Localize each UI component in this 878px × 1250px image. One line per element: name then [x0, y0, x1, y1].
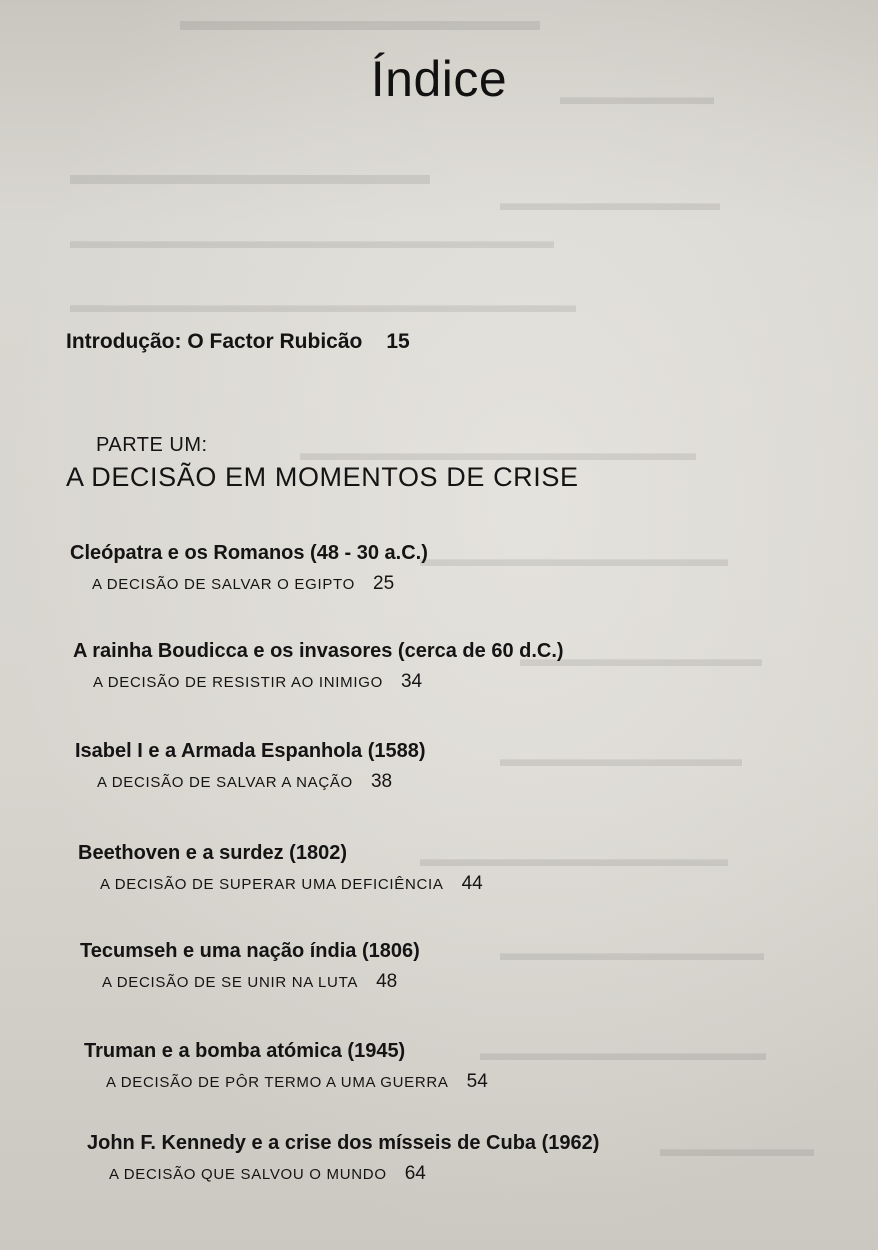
chapter-subtitle-line: [106, 1071, 488, 1093]
chapter-title: Cleópatra e os Romanos (48 - 30 a.C.): [70, 542, 428, 564]
chapter-subtitle-line: [97, 771, 426, 793]
page-number: 44: [461, 873, 483, 894]
page-number: 38: [370, 771, 393, 792]
chapter-subtitle: A DECISÃO DE PÔR TERMO A UMA GUERRA: [106, 1074, 449, 1091]
toc-entry[interactable]: [78, 842, 483, 895]
chapter-subtitle: A DECISÃO DE SUPERAR UMA DEFICIÊNCIA: [100, 876, 444, 893]
chapter-title: John F. Kennedy e a crise dos mísseis de Cuba (1962): [87, 1132, 600, 1154]
bleed-through-texture: ▬▬▬▬▬▬▬▬▬▬▬▬ ▬▬▬▬▬▬▬ ▬▬▬▬▬▬▬▬▬▬▬▬ ▬▬▬▬▬▬▬▬▬▬ ▬▬▬▬▬▬▬▬▬▬▬▬▬▬▬▬▬▬▬▬▬▬ ▬▬▬▬▬▬▬▬▬▬▬▬▬▬▬▬▬▬▬▬▬▬▬ ▬▬▬▬▬▬▬▬▬▬▬▬▬▬▬▬▬▬ ▬▬▬▬▬▬▬▬▬▬▬▬▬▬ ▬▬▬▬▬▬▬▬▬▬▬ ▬▬▬▬▬▬▬▬▬▬▬ ▬▬▬▬▬▬▬▬▬▬▬▬▬▬ ▬▬▬▬▬▬▬▬▬▬▬▬ ▬▬▬▬▬▬▬▬▬▬▬▬▬ ▬▬▬▬▬▬▬: [70, 4, 814, 1161]
chapter-subtitle-line: [102, 971, 420, 993]
toc-entry[interactable]: [75, 740, 426, 793]
chapter-subtitle-line: [100, 873, 483, 895]
chapter-title: Tecumseh e uma nação índia (1806): [80, 940, 420, 962]
page-number: 64: [404, 1163, 426, 1184]
chapter-subtitle-line: [92, 573, 428, 595]
chapter-subtitle: A DECISÃO DE RESISTIR AO INIMIGO: [93, 674, 383, 691]
page-number: 48: [376, 971, 398, 992]
chapter-title: Isabel I e a Armada Espanhola (1588): [75, 740, 426, 762]
toc-entry[interactable]: [80, 940, 420, 993]
toc-entry[interactable]: [70, 542, 428, 595]
page-number: 25: [373, 573, 395, 594]
toc-entry[interactable]: [73, 640, 564, 693]
page-number: 54: [466, 1071, 488, 1092]
chapter-title: Truman e a bomba atómica (1945): [84, 1040, 406, 1062]
chapter-subtitle: A DECISÃO DE SALVAR A NAÇÃO: [97, 774, 353, 791]
introduction-entry[interactable]: [66, 330, 410, 354]
part-label: PARTE UM:: [96, 434, 208, 456]
chapter-title: A rainha Boudicca e os invasores (cerca de 60 d.C.): [73, 640, 564, 662]
toc-entry[interactable]: [84, 1040, 488, 1093]
chapter-title: Beethoven e a surdez (1802): [78, 842, 347, 864]
chapter-subtitle-line: [93, 671, 564, 693]
part-title: A DECISÃO EM MOMENTOS DE CRISE: [66, 462, 579, 492]
introduction-page-number: 15: [386, 330, 410, 353]
page-title: Índice: [370, 51, 508, 107]
chapter-subtitle: A DECISÃO DE SE UNIR NA LUTA: [102, 974, 359, 991]
chapter-subtitle: A DECISÃO QUE SALVOU O MUNDO: [109, 1166, 387, 1183]
chapter-subtitle-line: [109, 1163, 599, 1185]
chapter-subtitle: A DECISÃO DE SALVAR O EGIPTO: [92, 576, 356, 593]
toc-entry[interactable]: [87, 1132, 599, 1185]
introduction-label: Introdução: O Factor Rubicão: [66, 330, 363, 353]
page-number: 34: [400, 671, 423, 692]
